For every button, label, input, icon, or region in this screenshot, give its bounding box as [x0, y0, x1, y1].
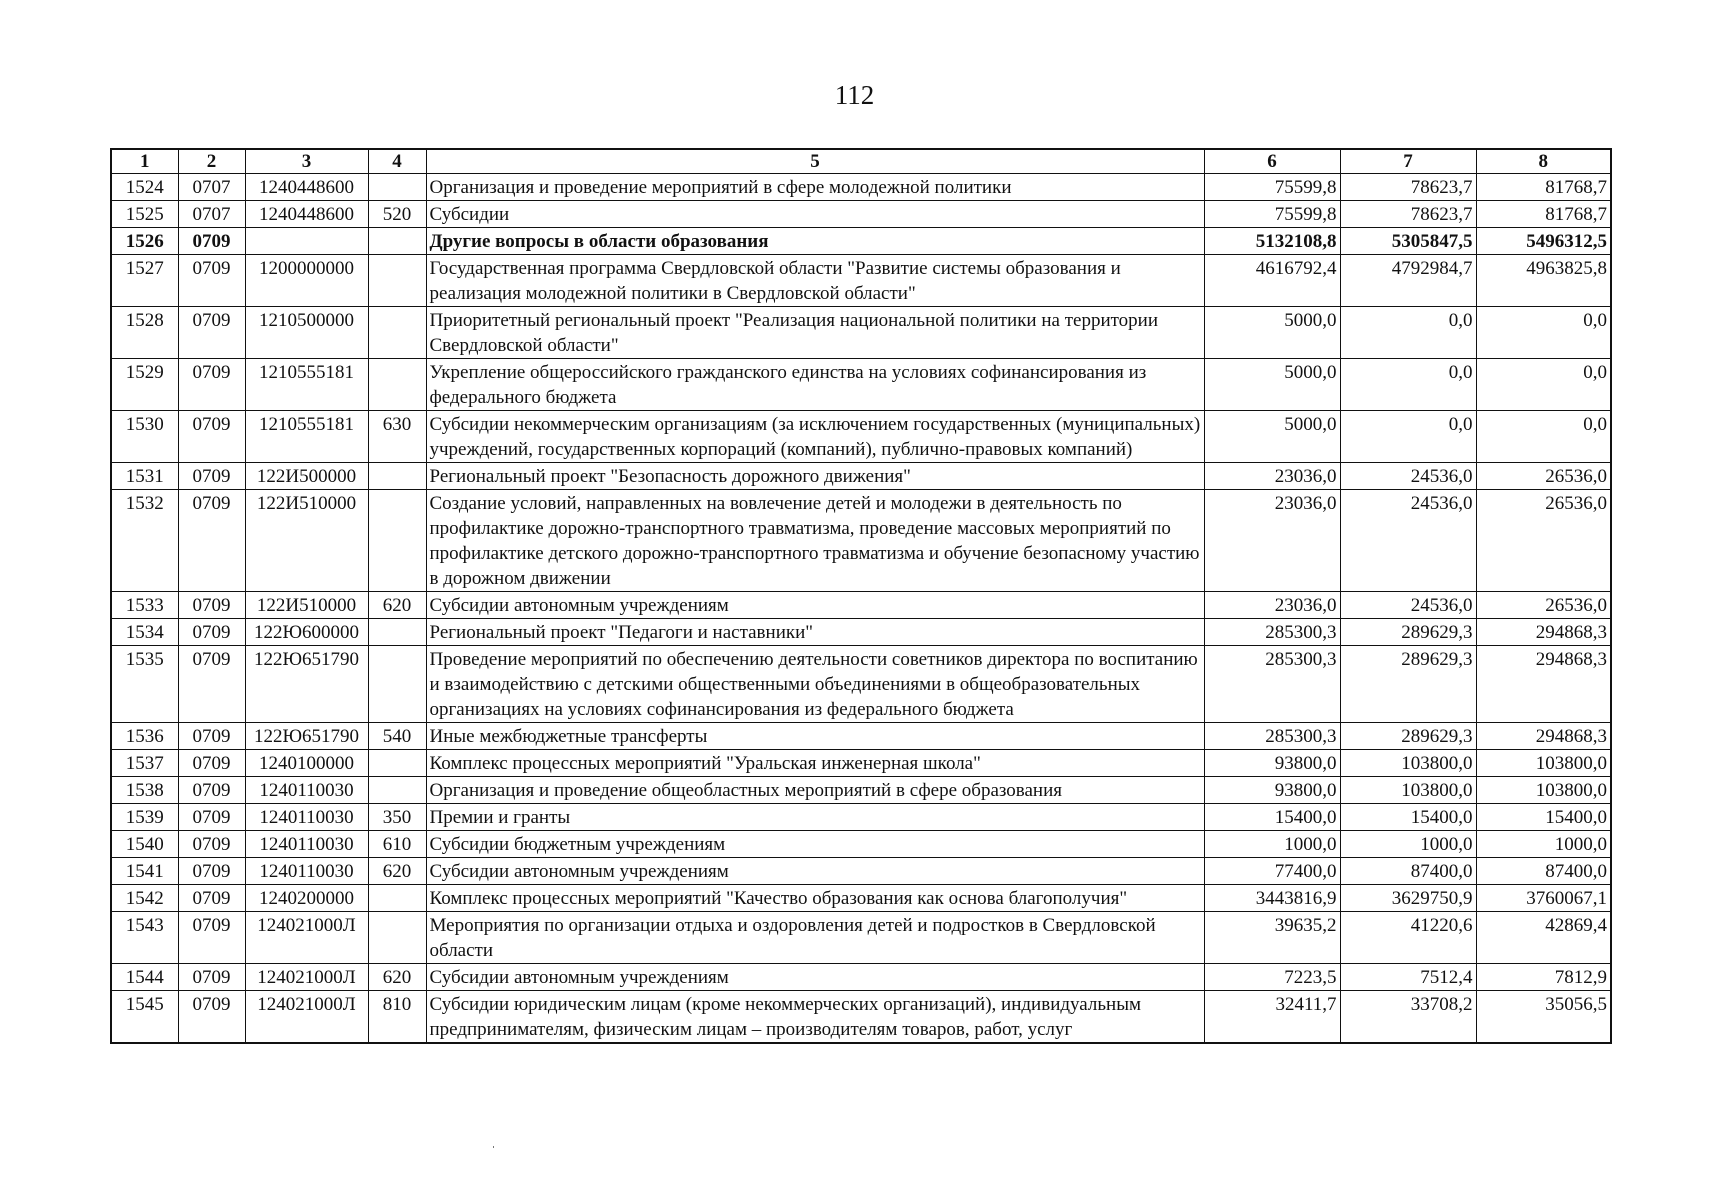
budget-table	[110, 148, 1612, 1044]
description-cell: Субсидии автономным учреждениям	[426, 964, 1204, 991]
section-code-cell: 0709	[178, 991, 245, 1044]
expense-type-cell: 610	[368, 831, 426, 858]
expense-type-cell	[368, 912, 426, 964]
amount-year1-cell: 7223,5	[1204, 964, 1340, 991]
expense-type-cell	[368, 885, 426, 912]
amount-year1-cell: 5000,0	[1204, 307, 1340, 359]
target-code-cell: 1200000000	[245, 255, 368, 307]
amount-year1-cell: 23036,0	[1204, 463, 1340, 490]
amount-year2-cell: 0,0	[1340, 411, 1476, 463]
amount-year2-cell: 3629750,9	[1340, 885, 1476, 912]
table-row	[111, 858, 1611, 885]
table-row	[111, 646, 1611, 723]
section-code-cell: 0707	[178, 174, 245, 201]
amount-year2-cell: 78623,7	[1340, 201, 1476, 228]
amount-year1-cell: 15400,0	[1204, 804, 1340, 831]
amount-year1-cell: 285300,3	[1204, 646, 1340, 723]
target-code-cell: 1210555181	[245, 411, 368, 463]
amount-year2-cell: 24536,0	[1340, 592, 1476, 619]
amount-year1-cell: 5132108,8	[1204, 228, 1340, 255]
amount-year1-cell: 4616792,4	[1204, 255, 1340, 307]
amount-year1-cell: 23036,0	[1204, 490, 1340, 592]
row-number-cell: 1530	[111, 411, 178, 463]
target-code-cell: 124021000Л	[245, 991, 368, 1044]
amount-year2-cell: 41220,6	[1340, 912, 1476, 964]
description-cell: Премии и гранты	[426, 804, 1204, 831]
table-row	[111, 750, 1611, 777]
amount-year1-cell: 75599,8	[1204, 174, 1340, 201]
amount-year1-cell: 75599,8	[1204, 201, 1340, 228]
section-code-cell: 0709	[178, 411, 245, 463]
amount-year2-cell: 103800,0	[1340, 777, 1476, 804]
target-code-cell	[245, 228, 368, 255]
description-cell: Региональный проект "Безопасность дорожного движения"	[426, 463, 1204, 490]
header-col-6: 6	[1204, 149, 1340, 174]
amount-year3-cell: 81768,7	[1476, 201, 1611, 228]
amount-year3-cell: 3760067,1	[1476, 885, 1611, 912]
amount-year1-cell: 93800,0	[1204, 777, 1340, 804]
amount-year3-cell: 81768,7	[1476, 174, 1611, 201]
target-code-cell: 1210500000	[245, 307, 368, 359]
amount-year2-cell: 87400,0	[1340, 858, 1476, 885]
amount-year3-cell: 87400,0	[1476, 858, 1611, 885]
description-cell: Субсидии	[426, 201, 1204, 228]
amount-year3-cell: 7812,9	[1476, 964, 1611, 991]
header-col-7: 7	[1340, 149, 1476, 174]
target-code-cell: 122И510000	[245, 592, 368, 619]
expense-type-cell	[368, 750, 426, 777]
amount-year3-cell: 103800,0	[1476, 750, 1611, 777]
table-row	[111, 885, 1611, 912]
row-number-cell: 1536	[111, 723, 178, 750]
row-number-cell: 1544	[111, 964, 178, 991]
section-code-cell: 0709	[178, 777, 245, 804]
table-row	[111, 723, 1611, 750]
expense-type-cell: 630	[368, 411, 426, 463]
row-number-cell: 1543	[111, 912, 178, 964]
target-code-cell: 1240110030	[245, 777, 368, 804]
target-code-cell: 122Ю600000	[245, 619, 368, 646]
description-cell: Укрепление общероссийского гражданского единства на условиях софинансирования из федерального бюджета	[426, 359, 1204, 411]
table-row	[111, 777, 1611, 804]
table-row	[111, 831, 1611, 858]
amount-year3-cell: 15400,0	[1476, 804, 1611, 831]
target-code-cell: 122Ю651790	[245, 723, 368, 750]
target-code-cell: 122И510000	[245, 490, 368, 592]
description-cell: Субсидии некоммерческим организациям (за исключением государственных (муниципальных) учреждений, государственных корпораций (компаний), публично-правовых компаний)	[426, 411, 1204, 463]
scan-mark	[493, 1146, 494, 1148]
amount-year3-cell: 26536,0	[1476, 490, 1611, 592]
description-cell: Создание условий, направленных на вовлечение детей и молодежи в деятельность по профилактике дорожно-транспортного травматизма, проведение массовых мероприятий по профилактике детского дорожно-транспортного травматизма и обучение безопасному участию в дорожном движении	[426, 490, 1204, 592]
row-number-cell: 1532	[111, 490, 178, 592]
section-code-cell: 0709	[178, 307, 245, 359]
target-code-cell: 1240448600	[245, 174, 368, 201]
amount-year3-cell: 0,0	[1476, 411, 1611, 463]
header-col-2: 2	[178, 149, 245, 174]
expense-type-cell: 810	[368, 991, 426, 1044]
target-code-cell: 1240200000	[245, 885, 368, 912]
section-code-cell: 0709	[178, 619, 245, 646]
row-number-cell: 1539	[111, 804, 178, 831]
amount-year1-cell: 285300,3	[1204, 723, 1340, 750]
amount-year1-cell: 5000,0	[1204, 411, 1340, 463]
description-cell: Государственная программа Свердловской области "Развитие системы образования и реализация молодежной политики в Свердловской области"	[426, 255, 1204, 307]
table-row	[111, 592, 1611, 619]
section-code-cell: 0709	[178, 858, 245, 885]
header-col-3: 3	[245, 149, 368, 174]
table-row	[111, 991, 1611, 1044]
section-code-cell: 0709	[178, 228, 245, 255]
amount-year3-cell: 26536,0	[1476, 463, 1611, 490]
section-code-cell: 0709	[178, 646, 245, 723]
amount-year1-cell: 3443816,9	[1204, 885, 1340, 912]
amount-year3-cell: 1000,0	[1476, 831, 1611, 858]
description-cell: Иные межбюджетные трансферты	[426, 723, 1204, 750]
target-code-cell: 1210555181	[245, 359, 368, 411]
page-number: 112	[834, 80, 875, 110]
row-number-cell: 1535	[111, 646, 178, 723]
amount-year2-cell: 0,0	[1340, 359, 1476, 411]
header-col-5: 5	[426, 149, 1204, 174]
section-code-cell: 0709	[178, 912, 245, 964]
amount-year3-cell: 0,0	[1476, 307, 1611, 359]
description-cell: Приоритетный региональный проект "Реализация национальной политики на территории Свердловской области"	[426, 307, 1204, 359]
amount-year2-cell: 15400,0	[1340, 804, 1476, 831]
table-row	[111, 307, 1611, 359]
section-code-cell: 0709	[178, 359, 245, 411]
expense-type-cell: 350	[368, 804, 426, 831]
amount-year3-cell: 42869,4	[1476, 912, 1611, 964]
row-number-cell: 1534	[111, 619, 178, 646]
expense-type-cell: 540	[368, 723, 426, 750]
expense-type-cell	[368, 463, 426, 490]
table-row	[111, 964, 1611, 991]
amount-year1-cell: 77400,0	[1204, 858, 1340, 885]
amount-year3-cell: 294868,3	[1476, 723, 1611, 750]
description-cell: Комплекс процессных мероприятий "Уральская инженерная школа"	[426, 750, 1204, 777]
amount-year3-cell: 294868,3	[1476, 646, 1611, 723]
amount-year2-cell: 78623,7	[1340, 174, 1476, 201]
expense-type-cell	[368, 646, 426, 723]
amount-year3-cell: 103800,0	[1476, 777, 1611, 804]
amount-year3-cell: 5496312,5	[1476, 228, 1611, 255]
target-code-cell: 1240110030	[245, 858, 368, 885]
description-cell: Субсидии юридическим лицам (кроме некоммерческих организаций), индивидуальным предпринимателям, физическим лицам – производителям товаров, работ, услуг	[426, 991, 1204, 1044]
section-code-cell: 0709	[178, 490, 245, 592]
amount-year2-cell: 289629,3	[1340, 723, 1476, 750]
amount-year2-cell: 7512,4	[1340, 964, 1476, 991]
section-code-cell: 0709	[178, 964, 245, 991]
row-number-cell: 1545	[111, 991, 178, 1044]
description-cell: Субсидии автономным учреждениям	[426, 592, 1204, 619]
description-cell: Комплекс процессных мероприятий "Качество образования как основа благополучия"	[426, 885, 1204, 912]
table-header-row	[111, 149, 1611, 174]
section-code-cell: 0707	[178, 201, 245, 228]
section-code-cell: 0709	[178, 831, 245, 858]
expense-type-cell	[368, 228, 426, 255]
description-cell: Организация и проведение общеобластных мероприятий в сфере образования	[426, 777, 1204, 804]
expense-type-cell: 620	[368, 964, 426, 991]
amount-year3-cell: 0,0	[1476, 359, 1611, 411]
row-number-cell: 1526	[111, 228, 178, 255]
table-row	[111, 912, 1611, 964]
amount-year1-cell: 23036,0	[1204, 592, 1340, 619]
row-number-cell: 1540	[111, 831, 178, 858]
amount-year2-cell: 5305847,5	[1340, 228, 1476, 255]
expense-type-cell	[368, 307, 426, 359]
amount-year1-cell: 1000,0	[1204, 831, 1340, 858]
table-row	[111, 359, 1611, 411]
table-row	[111, 255, 1611, 307]
expense-type-cell: 520	[368, 201, 426, 228]
description-cell: Проведение мероприятий по обеспечению деятельности советников директора по воспитанию и взаимодействию с детскими общественными объединениями в общеобразовательных организациях на условиях софинансирования из федерального бюджета	[426, 646, 1204, 723]
expense-type-cell	[368, 777, 426, 804]
row-number-cell: 1538	[111, 777, 178, 804]
amount-year2-cell: 24536,0	[1340, 463, 1476, 490]
amount-year2-cell: 289629,3	[1340, 619, 1476, 646]
expense-type-cell	[368, 174, 426, 201]
table-row	[111, 201, 1611, 228]
table-row	[111, 804, 1611, 831]
target-code-cell: 1240100000	[245, 750, 368, 777]
expense-type-cell	[368, 359, 426, 411]
amount-year2-cell: 103800,0	[1340, 750, 1476, 777]
expense-type-cell	[368, 255, 426, 307]
section-code-cell: 0709	[178, 885, 245, 912]
amount-year2-cell: 33708,2	[1340, 991, 1476, 1044]
amount-year1-cell: 93800,0	[1204, 750, 1340, 777]
amount-year2-cell: 1000,0	[1340, 831, 1476, 858]
target-code-cell: 1240110030	[245, 804, 368, 831]
description-cell: Субсидии автономным учреждениям	[426, 858, 1204, 885]
row-number-cell: 1541	[111, 858, 178, 885]
header-col-4: 4	[368, 149, 426, 174]
expense-type-cell: 620	[368, 592, 426, 619]
table-row	[111, 490, 1611, 592]
target-code-cell: 1240110030	[245, 831, 368, 858]
amount-year2-cell: 289629,3	[1340, 646, 1476, 723]
target-code-cell: 1240448600	[245, 201, 368, 228]
description-cell: Субсидии бюджетным учреждениям	[426, 831, 1204, 858]
amount-year3-cell: 294868,3	[1476, 619, 1611, 646]
amount-year1-cell: 32411,7	[1204, 991, 1340, 1044]
expense-type-cell	[368, 490, 426, 592]
header-col-1: 1	[111, 149, 178, 174]
table-body	[111, 174, 1611, 1044]
row-number-cell: 1525	[111, 201, 178, 228]
section-code-cell: 0709	[178, 723, 245, 750]
row-number-cell: 1533	[111, 592, 178, 619]
row-number-cell: 1537	[111, 750, 178, 777]
section-code-cell: 0709	[178, 463, 245, 490]
description-cell: Другие вопросы в области образования	[426, 228, 1204, 255]
row-number-cell: 1531	[111, 463, 178, 490]
table-row	[111, 619, 1611, 646]
amount-year1-cell: 39635,2	[1204, 912, 1340, 964]
target-code-cell: 122И500000	[245, 463, 368, 490]
target-code-cell: 124021000Л	[245, 912, 368, 964]
expense-type-cell	[368, 619, 426, 646]
amount-year1-cell: 5000,0	[1204, 359, 1340, 411]
header-col-8: 8	[1476, 149, 1611, 174]
table-row	[111, 411, 1611, 463]
table-row	[111, 174, 1611, 201]
section-code-cell: 0709	[178, 750, 245, 777]
target-code-cell: 124021000Л	[245, 964, 368, 991]
amount-year2-cell: 0,0	[1340, 307, 1476, 359]
amount-year2-cell: 24536,0	[1340, 490, 1476, 592]
amount-year3-cell: 35056,5	[1476, 991, 1611, 1044]
row-number-cell: 1527	[111, 255, 178, 307]
section-code-cell: 0709	[178, 804, 245, 831]
row-number-cell: 1528	[111, 307, 178, 359]
amount-year3-cell: 4963825,8	[1476, 255, 1611, 307]
row-number-cell: 1542	[111, 885, 178, 912]
table-row	[111, 228, 1611, 255]
amount-year1-cell: 285300,3	[1204, 619, 1340, 646]
section-code-cell: 0709	[178, 592, 245, 619]
target-code-cell: 122Ю651790	[245, 646, 368, 723]
description-cell: Региональный проект "Педагоги и наставники"	[426, 619, 1204, 646]
description-cell: Организация и проведение мероприятий в сфере молодежной политики	[426, 174, 1204, 201]
amount-year3-cell: 26536,0	[1476, 592, 1611, 619]
expense-type-cell: 620	[368, 858, 426, 885]
amount-year2-cell: 4792984,7	[1340, 255, 1476, 307]
row-number-cell: 1529	[111, 359, 178, 411]
section-code-cell: 0709	[178, 255, 245, 307]
table-row	[111, 463, 1611, 490]
row-number-cell: 1524	[111, 174, 178, 201]
description-cell: Мероприятия по организации отдыха и оздоровления детей и подростков в Свердловской области	[426, 912, 1204, 964]
